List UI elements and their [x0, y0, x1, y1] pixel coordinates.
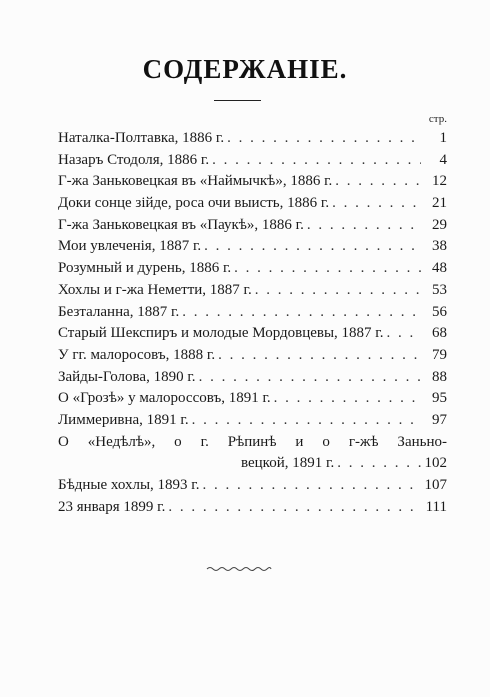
toc-entry-title: У гг. малоросовъ, 1888 г.	[58, 346, 216, 363]
leader-dots	[201, 236, 421, 258]
toc-entry	[58, 215, 447, 237]
toc-entry-page: 21	[432, 195, 447, 212]
leader-dots	[179, 302, 421, 324]
toc-entry	[58, 345, 447, 367]
leader-dots	[231, 258, 421, 280]
toc-entry	[58, 367, 447, 389]
toc-entry	[58, 128, 447, 150]
toc-entry-page: 56	[432, 303, 447, 320]
toc-entry-title-line1: О «Недѣлѣ», о г. Рѣпинѣ и о г-жѣ Заньно-	[58, 433, 447, 450]
leader-dots	[189, 410, 421, 432]
toc-entry-title: Безталанна, 1887 г.	[58, 303, 180, 320]
leader-dots	[334, 453, 420, 475]
toc-entry-title: О «Грозѣ» у малороссовъ, 1891 г.	[58, 390, 271, 407]
toc-entry-page: 38	[432, 238, 447, 255]
toc-entry-title: Доки сонце зійде, роса очи выисть, 1886 г.	[58, 195, 330, 212]
toc-entry-title: Назаръ Стодоля, 1886 г.	[58, 151, 210, 168]
toc-entry	[58, 323, 447, 345]
toc-entry-title: Наталка-Полтавка, 1886 г.	[58, 130, 225, 146]
toc-entry	[58, 475, 447, 497]
toc-entry-page: 102	[424, 455, 447, 472]
toc-entry-page: 29	[432, 216, 447, 233]
page-column-label: стр.	[428, 113, 447, 125]
toc-entry-title: 23 января 1899 г.	[58, 498, 166, 515]
toc-entry	[58, 280, 447, 302]
toc-entry	[58, 236, 447, 258]
toc-entry-page: 88	[432, 368, 447, 385]
toc-entry-title: Г-жа Заньковецкая въ «Паукѣ», 1886 г.	[58, 216, 304, 233]
leader-dots	[384, 323, 421, 345]
toc-entry-title: Розумный и дурень, 1886 г.	[58, 260, 232, 277]
toc-entry-page: 68	[432, 325, 447, 342]
toc-entry-page: 4	[439, 151, 447, 168]
leader-dots	[224, 128, 421, 150]
toc-entry-title: Мои увлеченія, 1887 г.	[58, 238, 202, 255]
leader-dots	[209, 150, 421, 172]
toc-entry	[58, 258, 447, 280]
toc-entry	[58, 432, 447, 475]
toc-entry-page: 48	[432, 260, 447, 277]
leader-dots	[252, 280, 421, 302]
leader-dots	[196, 367, 421, 389]
toc-entry-page: 111	[425, 498, 447, 515]
leader-dots	[199, 475, 420, 497]
toc-entry	[58, 171, 447, 193]
leader-dots	[271, 388, 421, 410]
leader-dots	[165, 497, 421, 519]
toc-entry	[58, 388, 447, 410]
toc-entry-title: Хохлы и г-жа Неметти, 1887 г.	[58, 281, 252, 298]
toc-entry-page: 12	[432, 173, 447, 190]
toc-entry-page: 107	[424, 477, 447, 493]
toc-entry-page: 95	[432, 390, 447, 407]
title-rule	[214, 100, 261, 101]
toc-entry-page: 79	[432, 346, 447, 363]
leader-dots	[329, 193, 421, 215]
toc-entry	[58, 497, 447, 519]
leader-dots	[332, 171, 421, 193]
page-title: СОДЕРЖАНІЕ.	[142, 54, 348, 84]
toc-entry-title-line2: вецкой, 1891 г.	[241, 455, 335, 472]
toc-entry-page: 97	[432, 411, 447, 428]
toc-entry-title: Зайды-Голова, 1890 г.	[58, 368, 196, 385]
wavy-ornament	[206, 565, 272, 573]
toc-entry-page: 53	[432, 281, 447, 298]
toc-entry	[58, 150, 447, 172]
toc-entry-page: 1	[439, 130, 447, 146]
toc-entry	[58, 302, 447, 324]
leader-dots	[215, 345, 421, 367]
toc-entry-title: Бѣдные хохлы, 1893 г.	[58, 477, 200, 493]
toc-entry-title: Лиммеривна, 1891 г.	[58, 411, 189, 428]
table-of-contents	[58, 128, 447, 518]
leader-dots	[304, 215, 421, 237]
toc-entry	[58, 193, 447, 215]
toc-entry-title: Г-жа Заньковецкая въ «Наймычкѣ», 1886 г.	[58, 173, 333, 190]
toc-entry-title: Старый Шекспиръ и молодые Мордовцевы, 1887 г.	[58, 325, 384, 342]
toc-entry	[58, 410, 447, 432]
